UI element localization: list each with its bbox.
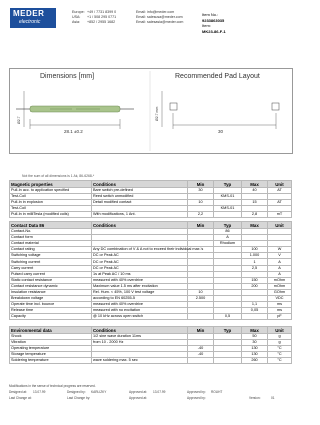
cell-parameter: Contact-No. (10, 229, 92, 235)
contact-phone: +852 / 2955 1682 (87, 20, 116, 24)
cell-unit: g (268, 334, 292, 340)
cell-parameter: Vibration (10, 340, 92, 346)
meder-logo (10, 8, 56, 28)
cell-parameter: Switching current (10, 259, 92, 265)
footer-disclaimer: Modifications in the sense of technical progress are reserved. (9, 384, 96, 388)
cell-parameter: Pull-In in milliTesla (modified coils) (10, 212, 92, 218)
header-unit: Unit (268, 222, 292, 229)
cell-typ (214, 358, 242, 364)
cell-max: 1.000 (242, 253, 268, 259)
reed-switch-side-view (16, 91, 134, 129)
cell-typ: 0,5 (214, 314, 242, 320)
cell-max: 260 (242, 358, 268, 364)
last-change-at-label: Last Change at: (9, 396, 32, 400)
cell-unit: °C (268, 358, 292, 364)
contact-email[interactable]: Email: salesusa@meder.com (136, 15, 183, 19)
header-max: Max (242, 222, 268, 229)
cell-parameter: Carry current (10, 265, 92, 271)
cell-unit: mOhm (268, 277, 292, 283)
cell-parameter: Pull-In acc. to application specified (10, 188, 92, 194)
cell-typ (214, 212, 242, 218)
drawing-note: Not the sum of all dimensions is 1 Ak, 86-6268-* (22, 174, 95, 178)
cell-condition: With modifications, 1 Ant. (92, 212, 188, 218)
designed-by-value: KARLIZKY (91, 390, 107, 394)
cell-unit: °C (268, 352, 292, 358)
header-condition: Conditions (92, 181, 188, 188)
cell-unit: A (268, 271, 292, 277)
header-unit: Unit (268, 181, 292, 188)
approved-by-label: Approved by: (187, 390, 206, 394)
cell-unit: V (268, 253, 292, 259)
item-no-value: 9233863035 (202, 17, 225, 23)
cell-parameter: Insulation resistance (10, 289, 92, 295)
cell-typ: A (214, 235, 242, 241)
cell-unit: ms (268, 308, 292, 314)
cell-condition: Maximum value 1.5 ms after excitation (92, 283, 188, 289)
contact-email[interactable]: Email: info@meder.com (136, 10, 175, 14)
cell-max: 2,5 (242, 265, 268, 271)
cell-unit: pF (268, 314, 292, 320)
cell-min (188, 358, 214, 364)
cell-parameter: Shock (10, 334, 92, 340)
approved-at-value: 13.07.99 (153, 390, 166, 394)
cell-min: 10 (188, 200, 214, 206)
contact-region: USA: (72, 15, 81, 19)
header-unit: Unit (268, 327, 292, 334)
cell-parameter: Test-Coil (10, 194, 92, 200)
cell-max: 100 (242, 247, 268, 253)
cell-min: -40 (188, 346, 214, 352)
cell-unit: VDC (268, 296, 292, 302)
cell-parameter: Contact material (10, 241, 92, 247)
cell-parameter: Contact form (10, 235, 92, 241)
cell-min: -40 (188, 352, 214, 358)
cell-condition: measured with 40% overdrive (92, 277, 188, 283)
version-label: Version: (249, 396, 261, 400)
cell-typ: KMS-01 (214, 206, 242, 212)
pad-left (170, 103, 177, 110)
cell-parameter: Contact resistance dynamic (10, 283, 92, 289)
cell-max: 1,1 (242, 302, 268, 308)
cell-parameter: Storage temperature (10, 352, 92, 358)
cell-max: 130 (242, 352, 268, 358)
last-change-by-label: Last Change by: (67, 396, 91, 400)
cell-max: 150 (242, 277, 268, 283)
header-parameter: Magnetic properties (10, 181, 92, 188)
cell-parameter: Test-Coil (10, 206, 92, 212)
version-value: 01 (271, 396, 275, 400)
header-typ: Typ (214, 222, 242, 229)
contact-phone: +1 / 508 295 0771 (87, 15, 117, 19)
approved-by-value: ROUHT (211, 390, 223, 394)
cell-max: 130 (242, 346, 268, 352)
cell-parameter: Soldering temperature (10, 358, 92, 364)
logo-sub: electronic (19, 19, 41, 25)
designed-by-label: Designed by: (67, 390, 86, 394)
cell-unit: AT (268, 188, 292, 194)
item-label: Item: (202, 23, 211, 28)
height-dim-label: Ø2.7 (17, 116, 21, 124)
contact-phone: +49 / 7731 8399 0 (87, 10, 117, 14)
approved-at-label: Approved at: (129, 390, 148, 394)
designed-at-label: Designed at: (9, 390, 27, 394)
cell-condition: measured with 40% overdrive (92, 302, 188, 308)
cell-unit: AT (268, 200, 292, 206)
table-row (10, 314, 292, 320)
table-header-row (10, 181, 292, 188)
table-row (10, 212, 292, 218)
cell-unit: mT (268, 212, 292, 218)
cell-unit: A (268, 259, 292, 265)
approved-at2-label: Approved at: (129, 396, 148, 400)
cell-parameter: Breakdown voltage (10, 296, 92, 302)
table-header-row (10, 327, 292, 334)
item-info (202, 12, 226, 34)
cell-parameter: Operating temperature (10, 346, 92, 352)
contact-region: Asia: (72, 20, 80, 24)
cell-typ: KMS-01 (214, 194, 242, 200)
cell-max: 30 (242, 340, 268, 346)
cell-unit: g (268, 340, 292, 346)
cell-condition: Detail modified contact (92, 200, 188, 206)
cell-condition: 1s at Peak AC / 10 ms (92, 271, 188, 277)
cell-unit: GOhm (268, 289, 292, 295)
cell-min: 10 (188, 289, 214, 295)
cell-max (242, 314, 268, 320)
cell-unit: mOhm (268, 283, 292, 289)
table-row (10, 358, 292, 364)
contact-data-table (9, 221, 292, 320)
cell-unit: A (268, 265, 292, 271)
cell-condition: @ 10 kHz across open switch (92, 314, 188, 320)
cell-condition: from 10 - 2000 Hz (92, 340, 188, 346)
table-header-row (10, 222, 292, 229)
cell-condition: wave soldering max. 5 sec (92, 358, 188, 364)
header-parameter: Contact Data 86 (10, 222, 92, 229)
cell-typ: 86 (214, 229, 242, 235)
cell-condition: Bare switch pre-defined (92, 188, 188, 194)
contact-row-asia (72, 20, 183, 25)
item-value: MK23-86-F-1 (202, 28, 226, 34)
pad-right (272, 103, 279, 110)
cell-min (188, 314, 214, 320)
cell-unit: °C (268, 346, 292, 352)
header-condition: Conditions (92, 327, 188, 334)
dimension-drawing (9, 68, 293, 154)
cell-max: 2,8 (242, 212, 268, 218)
cell-condition: Rel. Hum. < 45%, 100 V test voltage (92, 289, 188, 295)
header-parameter: Environmental data (10, 327, 92, 334)
cell-parameter: Operate time incl. bounce (10, 302, 92, 308)
header-typ: Typ (214, 327, 242, 334)
header-min: Min (188, 222, 214, 229)
cell-condition: 1/2 sine wave duration 11ms (92, 334, 188, 340)
cell-parameter: Switching voltage (10, 253, 92, 259)
cell-max: 200 (242, 283, 268, 289)
approved-by2-label: Approved by: (187, 396, 206, 400)
header-condition: Conditions (92, 222, 188, 229)
cell-condition: Any DC combination of V & A not to exceed their individual max.'s (93, 247, 204, 252)
pad-dim-label: 30 (218, 129, 224, 134)
cell-parameter: Contact rating (10, 247, 92, 253)
cell-condition: DC or Peak AC (92, 253, 188, 259)
header-max: Max (242, 181, 268, 188)
header-typ: Typ (214, 181, 242, 188)
cell-typ: Rhodium (214, 241, 242, 247)
cell-unit: ms (268, 302, 292, 308)
cell-condition: DC or Peak AC (92, 259, 188, 265)
cell-max: 0,05 (242, 308, 268, 314)
cell-unit: W (268, 247, 292, 253)
logo-text: MEDER (13, 9, 45, 18)
item-no-label: Item No.: (202, 12, 219, 17)
header-max: Max (242, 327, 268, 334)
cell-parameter: Release time (10, 308, 92, 314)
pad-layout-title: Recommended Pad Layout (175, 73, 260, 80)
cell-parameter: Static contact resistance (10, 277, 92, 283)
designed-at-value: 13.07.99 (33, 390, 46, 394)
cell-max: 15 (242, 200, 268, 206)
cell-max: 1 (242, 259, 268, 265)
cell-condition: DC or Peak AC (92, 265, 188, 271)
cell-parameter: Pull-In in explosion (10, 200, 92, 206)
cell-condition: Reed switch unmodified (92, 194, 188, 200)
cell-max: 40 (242, 188, 268, 194)
length-dim-label: 28.1 ±0.2 (64, 129, 83, 134)
pad-layout-drawing (162, 91, 279, 129)
cell-min: 30 (188, 188, 214, 194)
environmental-data-table (9, 326, 292, 364)
header-min: Min (188, 181, 214, 188)
glass-body (30, 106, 120, 112)
cell-condition: according to EN 60255-5 (92, 296, 188, 302)
dimensions-title: Dimensions [mm] (40, 73, 95, 80)
cell-min: 2.500 (188, 296, 214, 302)
drawing-svg (10, 69, 292, 153)
cell-min: 2,2 (188, 212, 214, 218)
header-min: Min (188, 327, 214, 334)
contact-block (72, 10, 183, 25)
cell-condition: measured with no excitation (92, 308, 188, 314)
contact-email[interactable]: Email: salesasia@meder.com (136, 20, 184, 24)
magnetic-properties-table (9, 180, 292, 218)
pad-height-label: Ø2.7 mm (155, 106, 159, 121)
cell-parameter: Pulsed carry current (10, 271, 92, 277)
cell-max: 50 (242, 334, 268, 340)
cell-parameter: Capacity (10, 314, 92, 320)
contact-region: Europe: (72, 10, 85, 14)
